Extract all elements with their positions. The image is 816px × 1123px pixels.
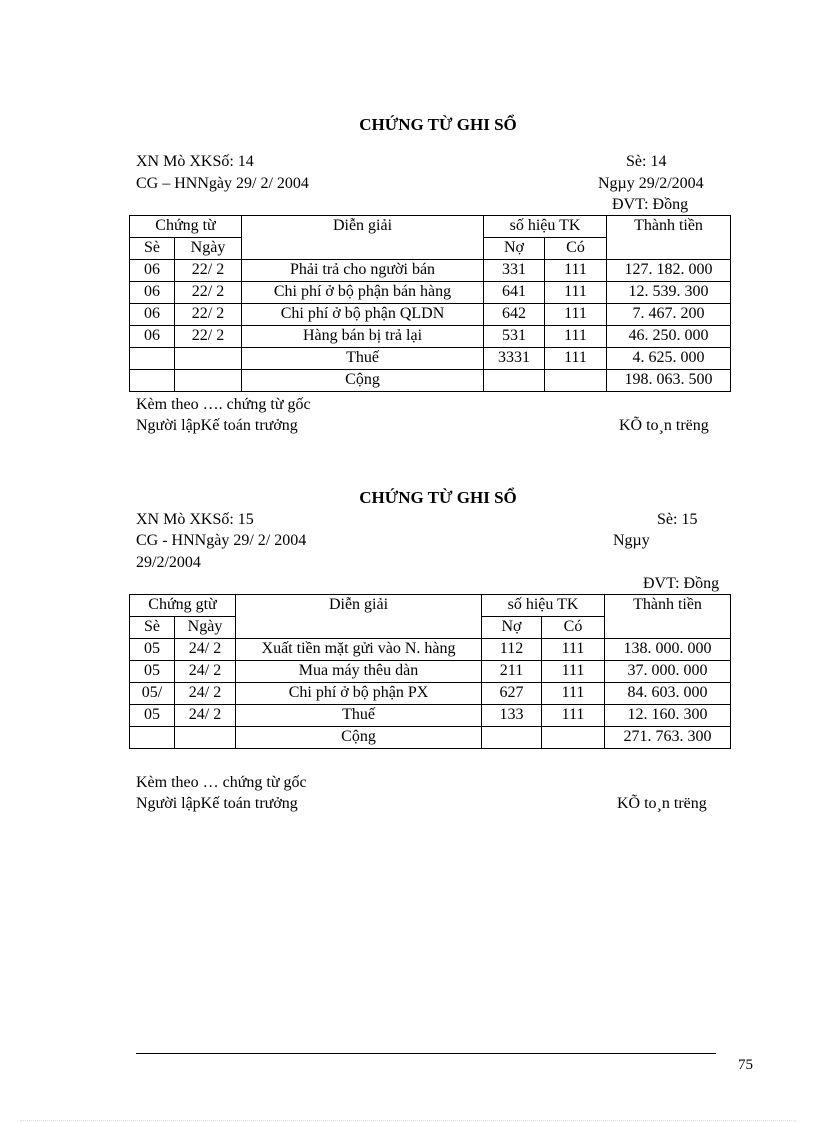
row-credit: 111 xyxy=(542,639,605,661)
row-description: Thuế xyxy=(242,348,484,370)
row-number: 05 xyxy=(130,661,175,683)
voucher-1-chief-accountant: KÕ to¸n trëng xyxy=(619,417,709,434)
row-amount: 7. 467. 200 xyxy=(607,304,731,326)
page-number: 75 xyxy=(738,1057,753,1073)
row-number xyxy=(130,348,175,370)
row-amount: 46. 250. 000 xyxy=(607,326,731,348)
row-amount: 12. 539. 300 xyxy=(607,282,731,304)
table-row xyxy=(130,661,731,683)
row-date: 24/ 2 xyxy=(175,639,236,661)
table-row xyxy=(130,705,731,727)
row-date: 22/ 2 xyxy=(175,282,242,304)
voucher-1-date: Ngµy 29/2/2004 xyxy=(598,175,704,192)
row-debit: 627 xyxy=(482,683,542,705)
row-credit: 111 xyxy=(545,304,607,326)
row-debit: 3331 xyxy=(484,348,545,370)
row-debit: 531 xyxy=(484,326,545,348)
voucher-2-attached: Kèm theo … chứng từ gốc xyxy=(136,774,307,791)
header-number: Sè xyxy=(130,617,175,639)
voucher-2-date-continued: 29/2/2004 xyxy=(136,554,201,571)
row-amount: 84. 603. 000 xyxy=(605,683,731,705)
row-credit: 111 xyxy=(545,260,607,282)
table-row xyxy=(130,683,731,705)
total-amount: 271. 763. 300 xyxy=(605,727,731,749)
header-date: Ngày xyxy=(175,617,236,639)
row-date: 22/ 2 xyxy=(175,326,242,348)
voucher-2-company-number: XN Mò XKSố: 15 xyxy=(136,511,254,528)
row-amount: 138. 000. 000 xyxy=(605,639,731,661)
row-date: 24/ 2 xyxy=(175,705,236,727)
table-row xyxy=(130,304,731,326)
page-bottom-border xyxy=(20,1120,796,1121)
row-number: 06 xyxy=(130,304,175,326)
row-description: Mua máy thêu dàn xyxy=(236,661,482,683)
voucher-1-attached: Kèm theo …. chứng từ gốc xyxy=(136,396,311,413)
row-number: 06 xyxy=(130,282,175,304)
total-label: Cộng xyxy=(236,727,482,749)
header-number: Sè xyxy=(130,238,175,260)
table-row xyxy=(130,326,731,348)
row-credit: 111 xyxy=(542,661,605,683)
row-description: Chi phí ở bộ phận PX xyxy=(236,683,482,705)
header-description: Diễn giải xyxy=(236,595,482,639)
table-row xyxy=(130,282,731,304)
total-row xyxy=(130,370,731,392)
table-row xyxy=(130,260,731,282)
voucher-1-number: Sè: 14 xyxy=(626,153,667,170)
row-number: 05/ xyxy=(130,683,175,705)
row-debit: 642 xyxy=(484,304,545,326)
row-description: Xuất tiền mặt gửi vào N. hàng xyxy=(236,639,482,661)
voucher-1-title: CHỨNG TỪ GHI SỔ xyxy=(359,115,517,134)
header-voucher: Chứng từ xyxy=(130,216,242,238)
header-amount: Thành tiền xyxy=(607,216,731,260)
row-amount: 12. 160. 300 xyxy=(605,705,731,727)
header-amount: Thành tiền xyxy=(605,595,731,639)
voucher-2-chief-accountant: KÕ to¸n trëng xyxy=(617,795,707,812)
header-debit: Nợ xyxy=(482,617,542,639)
voucher-2-unit: ĐVT: Đồng xyxy=(643,575,720,592)
header-voucher: Chứng gtừ xyxy=(130,595,236,617)
row-amount: 4. 625. 000 xyxy=(607,348,731,370)
row-description: Phải trả cho người bán xyxy=(242,260,484,282)
row-credit: 111 xyxy=(542,705,605,727)
voucher-2-table xyxy=(129,594,731,749)
row-debit: 133 xyxy=(482,705,542,727)
footer-rule xyxy=(136,1053,716,1054)
header-debit: Nợ xyxy=(484,238,545,260)
voucher-2-date-label: Ngµy xyxy=(613,532,650,549)
voucher-2-company-date: CG - HNNgày 29/ 2/ 2004 xyxy=(136,532,307,549)
row-number: 05 xyxy=(130,705,175,727)
header-account: số hiệu TK xyxy=(482,595,605,617)
row-date xyxy=(175,348,242,370)
voucher-2-number: Sè: 15 xyxy=(657,511,698,528)
row-amount: 127. 182. 000 xyxy=(607,260,731,282)
row-number: 05 xyxy=(130,639,175,661)
voucher-1-unit: ĐVT: Đồng xyxy=(612,196,689,213)
header-account: số hiệu TK xyxy=(484,216,607,238)
voucher-1-company-number: XN Mò XKSố: 14 xyxy=(136,153,254,170)
row-credit: 111 xyxy=(545,326,607,348)
table-row xyxy=(130,348,731,370)
row-date: 22/ 2 xyxy=(175,260,242,282)
row-description: Chi phí ở bộ phận bán hàng xyxy=(242,282,484,304)
header-credit: Có xyxy=(545,238,607,260)
row-credit: 111 xyxy=(545,348,607,370)
voucher-2-title: CHỨNG TỪ GHI SỔ xyxy=(359,488,517,507)
row-debit: 112 xyxy=(482,639,542,661)
row-description: Chi phí ở bộ phận QLDN xyxy=(242,304,484,326)
header-date: Ngày xyxy=(175,238,242,260)
total-label: Cộng xyxy=(242,370,484,392)
voucher-1-company-date: CG – HNNgày 29/ 2/ 2004 xyxy=(136,175,309,192)
row-description: Hàng bán bị trả lại xyxy=(242,326,484,348)
row-credit: 111 xyxy=(542,683,605,705)
row-date: 22/ 2 xyxy=(175,304,242,326)
total-row xyxy=(130,727,731,749)
voucher-1-table xyxy=(129,215,731,392)
row-number: 06 xyxy=(130,326,175,348)
row-number: 06 xyxy=(130,260,175,282)
row-date: 24/ 2 xyxy=(175,661,236,683)
header-credit: Có xyxy=(542,617,605,639)
header-description: Diễn giải xyxy=(242,216,484,260)
total-amount: 198. 063. 500 xyxy=(607,370,731,392)
row-debit: 641 xyxy=(484,282,545,304)
voucher-2-signers: Người lậpKế toán trưởng xyxy=(136,795,298,812)
row-amount: 37. 000. 000 xyxy=(605,661,731,683)
row-debit: 211 xyxy=(482,661,542,683)
row-description: Thuế xyxy=(236,705,482,727)
voucher-1-signers: Người lậpKế toán trưởng xyxy=(136,417,298,434)
row-debit: 331 xyxy=(484,260,545,282)
table-row xyxy=(130,639,731,661)
row-date: 24/ 2 xyxy=(175,683,236,705)
row-credit: 111 xyxy=(545,282,607,304)
